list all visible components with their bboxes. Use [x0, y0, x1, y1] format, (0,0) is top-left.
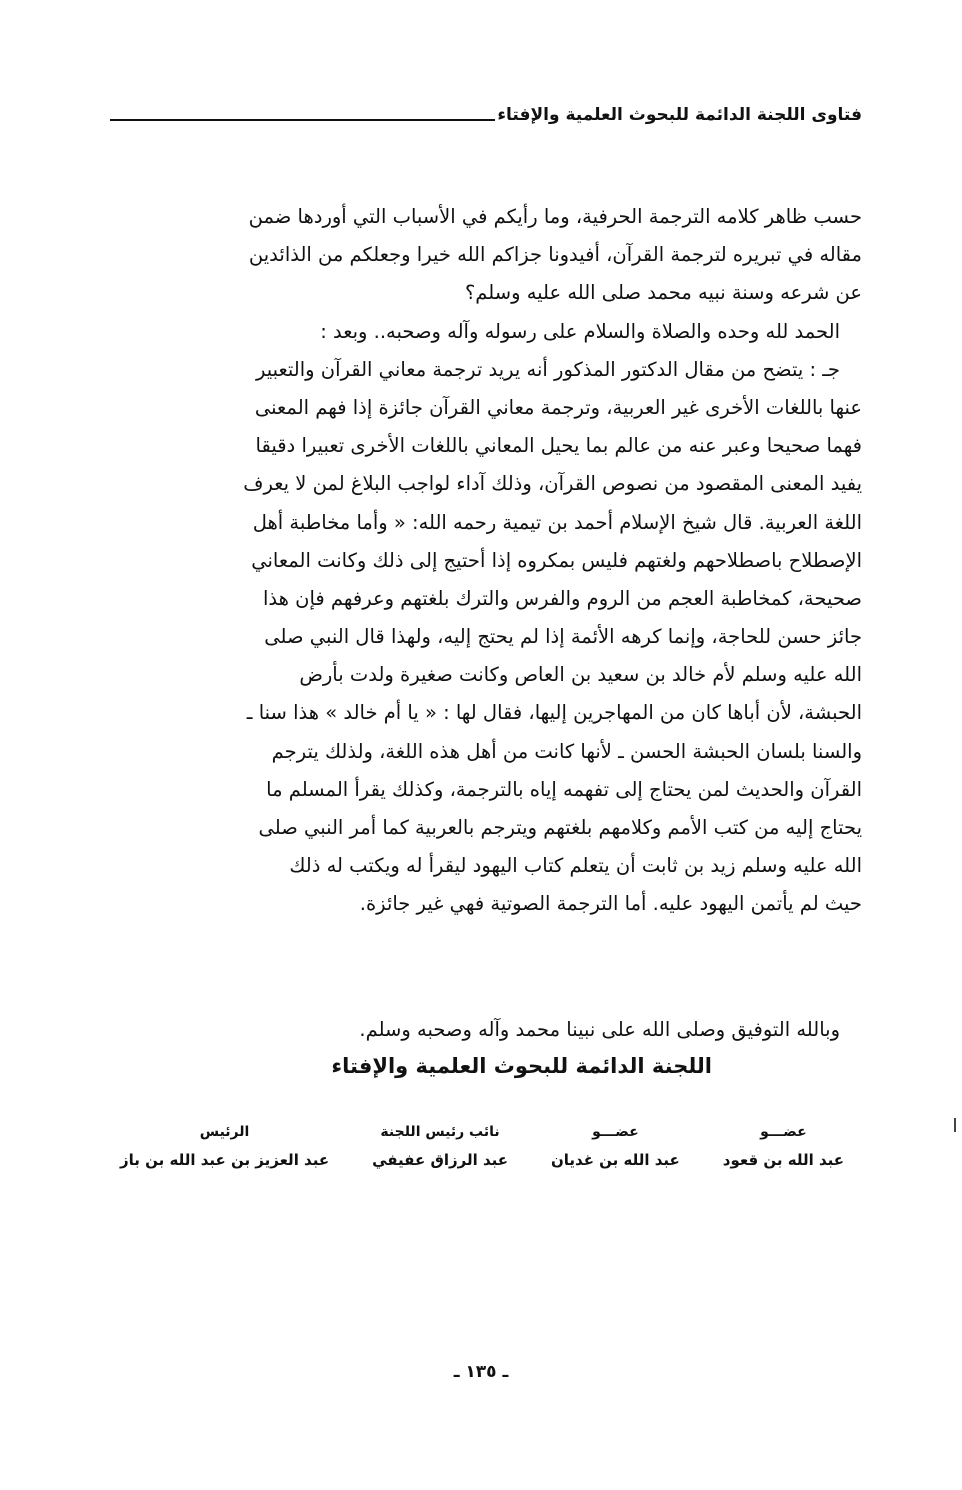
header-rule — [110, 119, 495, 121]
body-line: جائز حسن للحاجة، وإنما كرهه الأئمة إذا لم يحتج إليه، ولهذا قال النبي صلى — [264, 625, 862, 649]
body-line: القرآن والحديث لمن يحتاج إلى تفهمه إياه بالترجمة، وكذلك يقرأ المسلم ما — [266, 777, 862, 801]
signature-role: نائب رئيس اللجنة — [380, 1124, 500, 1140]
body-line: الحبشة، لأن أباها كان من المهاجرين إليها، فقال لها : « يا أم خالد » هذا سنا ـ — [246, 701, 862, 725]
signature-name: عبد العزيز بن عبد الله بن باز — [120, 1151, 330, 1169]
body-line: عنها باللغات الأخرى غير العربية، وترجمة معاني القرآن جائزة إذا فهم المعنى — [254, 395, 862, 419]
signature-name: عبد الله بن غديان — [550, 1151, 680, 1169]
signature-member-2 — [551, 1125, 680, 1195]
signature-vice-chair — [372, 1125, 508, 1195]
fatwa-body — [118, 198, 862, 924]
body-line: فهما صحيحا وعبر عنه من عالم بما يحيل المعاني باللغات الأخرى تعبيرا دقيقا — [255, 434, 862, 458]
body-line: اللغة العربية. قال شيخ الإسلام أحمد بن تيمية رحمه الله: « وأما مخاطبة أهل — [252, 510, 862, 534]
signature-role: الرئيس — [199, 1124, 250, 1140]
closing-section — [118, 1012, 862, 1084]
body-line: حيث لم يأتمن اليهود عليه. أما الترجمة الصوتية فهي غير جائزة. — [359, 892, 862, 916]
header-title: فتاوى اللجنة الدائمة للبحوث العلمية والإفتاء — [497, 105, 862, 125]
page-number: ـ ١٣٥ ـ — [453, 1362, 509, 1382]
body-line: الإصطلاح باصطلاحهم ولغتهم فليس بمكروه إذا أحتيج إلى ذلك وكانت المعاني — [251, 548, 862, 572]
signature-name: عبد الله بن قعود — [722, 1151, 844, 1169]
answer-opening-line: الحمد لله وحده والصلاة والسلام على رسوله وآله وصحبه.. وبعد : — [320, 319, 840, 343]
body-line: عن شرعه وسنة نبيه محمد صلى الله عليه وسلم؟ — [464, 281, 862, 305]
signature-name: عبد الرزاق عفيفي — [372, 1151, 508, 1169]
signature-block — [120, 1125, 844, 1195]
running-header — [110, 90, 862, 130]
signature-role: عضـــو — [592, 1124, 639, 1140]
body-line: الله عليه وسلم زيد بن ثابت أن يتعلم كتاب اليهود ليقرأ له ويكتب له ذلك — [289, 854, 862, 878]
body-line: يفيد المعنى المقصود من نصوص القرآن، وذلك آداء لواجب البلاغ لمن لا يعرف — [243, 472, 862, 496]
margin-mark — [954, 1118, 956, 1132]
body-line: والسنا بلسان الحبشة الحسن ـ لأنها كانت من أهل هذه اللغة، ولذلك يترجم — [271, 739, 862, 763]
body-line: يحتاج إليه من كتب الأمم وكلامهم بلغتهم ويترجم بالعربية كما أمر النبي صلى — [258, 816, 862, 839]
body-line: مقاله في تبريره لترجمة القرآن، أفيدونا جزاكم الله خيرا وجعلكم من الذائدين — [248, 243, 862, 267]
body-line: صحيحة، كمخاطبة العجم من الروم والفرس والترك بلغتهم وعرفهم فإن هذا — [263, 586, 862, 610]
signature-role: عضـــو — [760, 1124, 807, 1140]
closing-blessing: وبالله التوفيق وصلى الله على نبينا محمد وآله وصحبه وسلم. — [359, 1018, 840, 1041]
body-line: حسب ظاهر كلامه الترجمة الحرفية، وما رأيكم في الأسباب التي أوردها ضمن — [248, 205, 862, 228]
body-line: الله عليه وسلم لأم خالد بن سعيد بن العاص وكانت صغيرة ولدت بأرض — [299, 663, 862, 687]
signature-member-1 — [723, 1125, 844, 1195]
committee-name: اللجنة الدائمة للبحوث العلمية والإفتاء — [331, 1054, 712, 1078]
signature-chair — [120, 1125, 329, 1195]
answer-start-line: جـ : يتضح من مقال الدكتور المذكور أنه يريد ترجمة معاني القرآن والتعبير — [255, 357, 840, 381]
